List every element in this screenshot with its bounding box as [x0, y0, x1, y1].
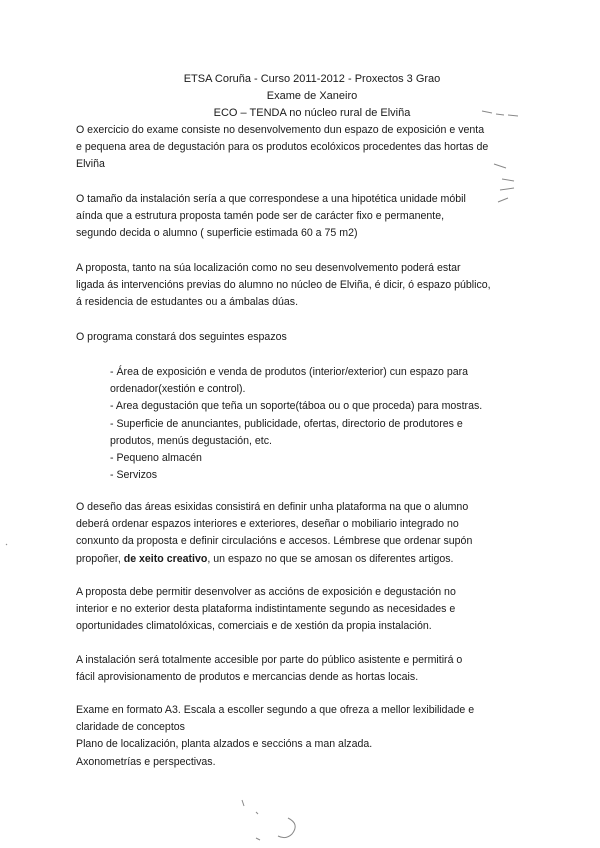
pencil-mark: [482, 111, 518, 116]
text-line: deberá ordenar espazos interiores e exteriores, deseñar o mobiliario integrado no: [76, 518, 459, 531]
text-line: O deseño das áreas esixidas consistirá en definir unha plataforma na que o alumno: [76, 501, 469, 513]
text-line: interior e no exterior desta plataforma indistintamente segundo as necesidades e: [76, 603, 456, 616]
list-item: - Área de exposición e venda de produtos (interior/exterior) cun espazo para: [110, 366, 469, 378]
text-line: oportunidades climatolóxicas, comerciais e de xestión da propia instalación.: [76, 620, 432, 633]
pencil-mark: [498, 198, 508, 202]
pencil-mark: [500, 188, 514, 190]
pencil-marks: [6, 111, 518, 840]
text-fragment: propoñer,: [76, 552, 124, 565]
list-item: produtos, menús degustación, etc.: [110, 434, 272, 447]
list-item: ordenador(xestión e control).: [110, 383, 246, 396]
exam-header-session: Exame de Xaneiro: [266, 90, 358, 102]
text-line: fácil aprovisionamento de produtos e mercancias dende as hortas locais.: [76, 671, 419, 684]
text-line: Exame en formato A3. Escala a escoller segundo a que ofreza a mellor lexibilidade e: [76, 704, 475, 716]
text-line: conxunto da proposta e definir circulacións e accesos. Lémbrese que ordenar supón: [76, 535, 473, 548]
text-line: O programa constará dos seguintes espazos: [76, 331, 287, 343]
text-line: aínda que a estrutura proposta tamén pode ser de carácter fixo e permanente,: [76, 210, 445, 223]
pencil-mark: [242, 800, 244, 806]
pencil-mark: [278, 818, 295, 838]
emphasis-text: de xeito creativo: [123, 552, 208, 565]
text-line: O exercicio do exame consiste no desenvolvemento dun espazo de exposición e venta: [76, 124, 485, 136]
text-line: Plano de localización, planta alzados e seccións a man alzada.: [76, 738, 373, 751]
text-line: Elviña: [76, 158, 105, 171]
list-item: - Superficie de anunciantes, publicidade, ofertas, directorio de produtores e: [110, 417, 463, 430]
pencil-mark: [256, 812, 258, 814]
list-item: - Servizos: [110, 469, 158, 482]
exam-header-title: ECO – TENDA no núcleo rural de Elviña: [213, 107, 411, 119]
text-line: ligada ás intervencións previas do alumno no núcleo de Elviña, é dicir, ó espazo público,: [76, 279, 491, 292]
exam-header-course: ETSA Coruña - Curso 2011-2012 - Proxectos 3 Grao: [183, 73, 441, 85]
text-line: Axonometrías e perspectivas.: [76, 755, 216, 768]
pencil-mark: [494, 164, 506, 168]
pencil-mark: [6, 544, 7, 545]
list-item: - Pequeno almacén: [110, 452, 202, 465]
text-line: A proposta debe permitir desenvolver as accións de exposición e degustación no: [76, 586, 456, 598]
pencil-mark: [502, 179, 514, 181]
text-line: segundo decida o alumno ( superficie estimada 60 a 75 m2): [76, 227, 358, 240]
text-line: A proposta, tanto na súa localización como no seu desenvolvemento poderá estar: [76, 262, 461, 274]
text-fragment: , un espazo no que se amosan os diferentes artigos.: [207, 552, 454, 565]
text-line: á residencia de estudantes ou a ámbalas dúas.: [76, 296, 299, 309]
pencil-mark: [256, 838, 260, 840]
text-line: claridade de conceptos: [76, 721, 185, 734]
list-item: - Area degustación que teña un soporte(táboa ou o que proceda) para mostras.: [110, 400, 483, 413]
text-line: e pequena area de degustación para os produtos ecolóxicos procedentes das hortas de: [76, 141, 489, 154]
text-line: A instalación será totalmente accesible por parte do público asistente e permitirá o: [76, 654, 463, 666]
text-line: O tamaño da instalación sería a que correspondese a una hipotética unidade móbil: [76, 193, 466, 205]
